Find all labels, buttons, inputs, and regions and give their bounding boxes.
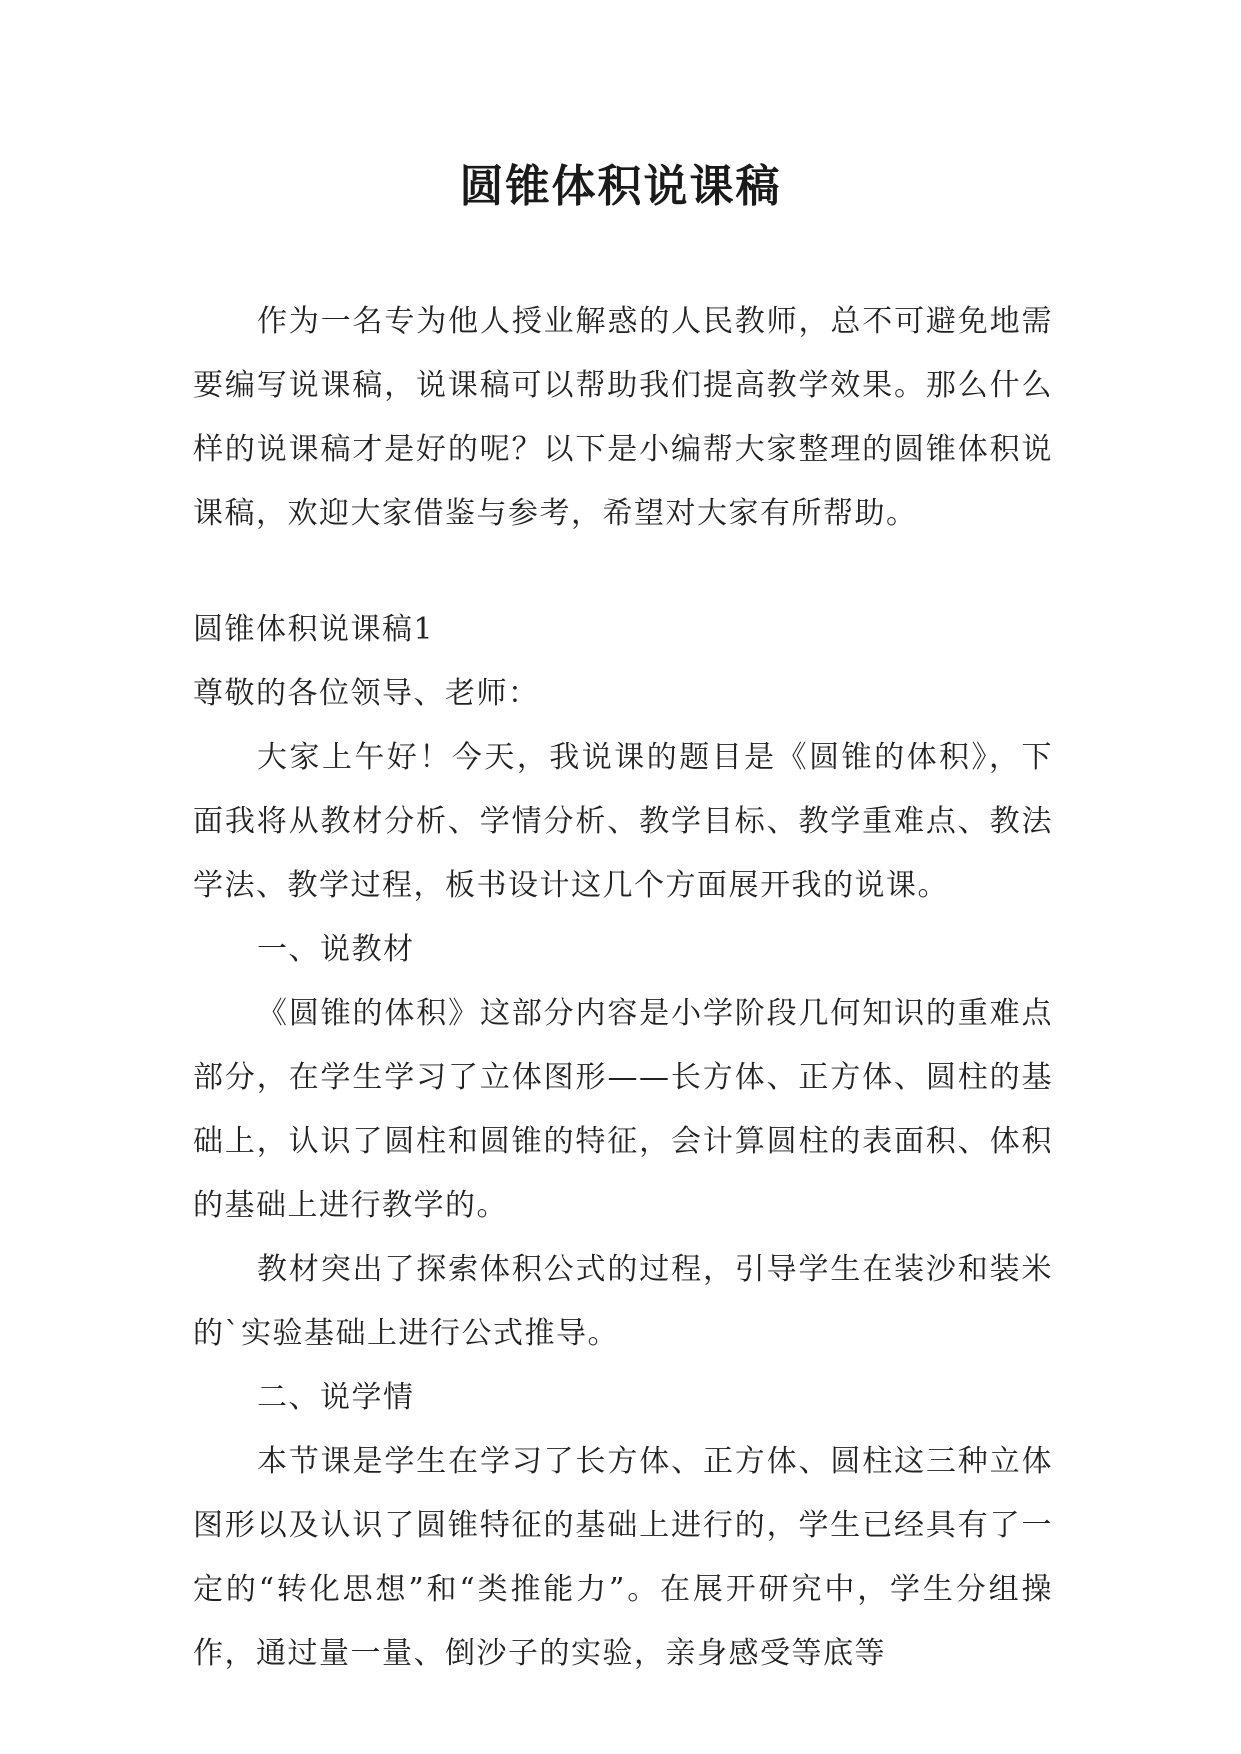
body-paragraph-textbook: 《圆锥的体积》这部分内容是小学阶段几何知识的重难点部分，在学生学习了立体图形——长方体、正方体、圆柱的基础上，认识了圆柱和圆锥的特征，会计算圆柱的表面积、体积的基础上进行教学的。 [193,996,1053,1223]
intro-paragraph: 作为一名专为他人授业解惑的人民教师，总不可避免地需要编写说课稿，说课稿可以帮助我们提高教学效果。那么什么样的说课稿才是好的呢？以下是小编帮大家整理的圆锥体积说课稿，欢迎大家借鉴与参考，希望对大家有所帮助。 [193,304,1053,531]
body-paragraph-experiment: 教材突出了探索体积公式的过程，引导学生在装沙和装米的`实验基础上进行公式推导。 [193,1252,1053,1351]
body-paragraph-opening: 大家上午好！今天，我说课的题目是《圆锥的体积》，下面我将从教材分析、学情分析、教学目标、教学重难点、教法学法、教学过程，板书设计这几个方面展开我的说课。 [193,740,1053,903]
greeting: 尊敬的各位领导、老师： [193,676,540,711]
body-paragraph-students: 本节课是学生在学习了长方体、正方体、圆柱这三种立体图形以及认识了圆锥特征的基础上进行的，学生已经具有了一定的“转化思想”和“类推能力”。在展开研究中，学生分组操作，通过量一量、倒沙子的实验，亲身感受等底等 [193,1444,1053,1671]
document-title: 圆锥体积说课稿 [459,161,782,212]
heading-textbook: 一、说教材 [257,932,415,967]
document-body [193,290,1053,1686]
section-title: 圆锥体积说课稿1 [193,612,435,647]
heading-students: 二、说学情 [257,1380,415,1415]
